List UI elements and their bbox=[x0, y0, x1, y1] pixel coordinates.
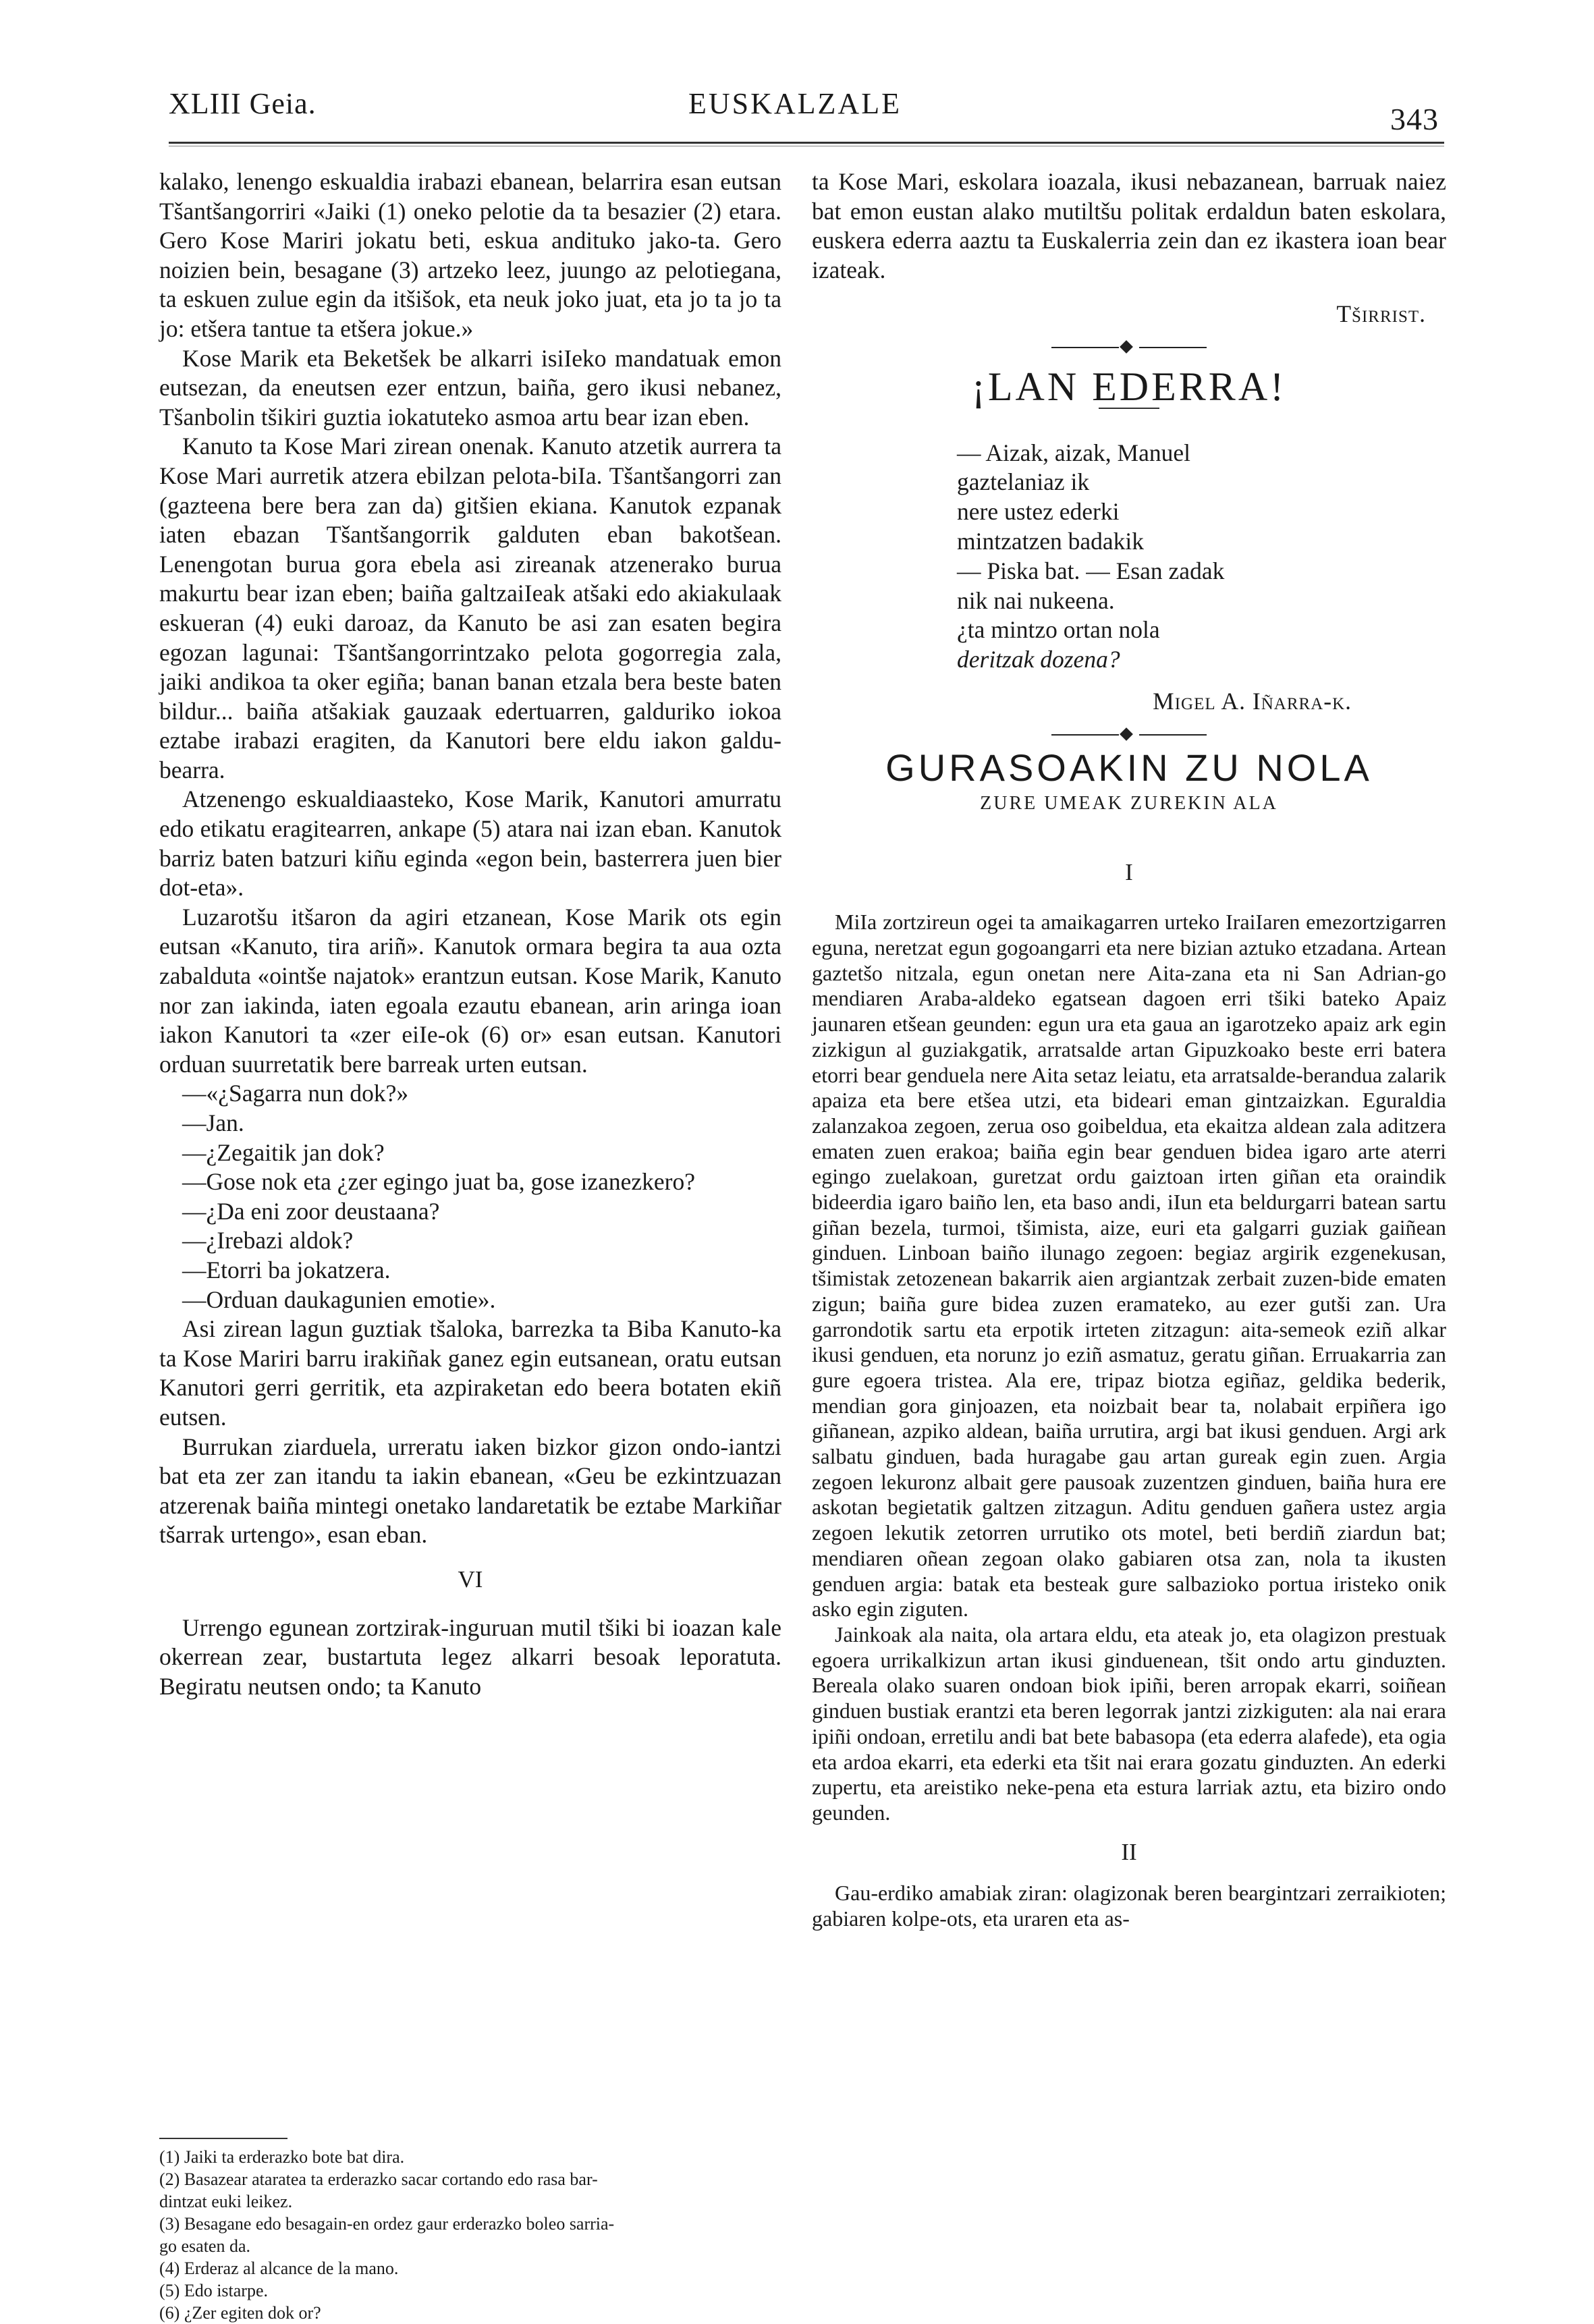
footnote: (4) Erderaz al alcance de la mano. bbox=[159, 2259, 399, 2278]
dialogue-line: —¿Zegaitik jan dok? bbox=[182, 1138, 385, 1166]
dialogue-line: —Etorri ba jokatzera. bbox=[182, 1256, 391, 1283]
poem-line: ¿ta mintzo ortan nola bbox=[957, 616, 1160, 644]
dialogue-line: —«¿Sagarra nun dok?» bbox=[182, 1080, 409, 1107]
running-header bbox=[169, 86, 1451, 134]
dialogue-line: —Jan. bbox=[182, 1109, 244, 1136]
paragraph: Jainkoak ala naita, ola artara eldu, eta ateak jo, eta olagizon prestuak egoera urrikalkizun artan ikusi ginduenean, tšit ondo artu ginduzten. Bereala olako suaren ondoan biok ipiñi, beren arropak ekarri, soiñean ginduen bustiak erantzi eta beren legorrak jantzi zizkiguten: ala nai erara ipiñi ondoan, erretilu andi bat bete babasopa (eta ederra alafede), eta ogia eta ardoa ekarri, eta ederki eta tšit nai erara gozatu ginduzten. An ederki zupertu, eta areistiko neke-pena eta estura larriak aztu, eta biziro ondo geunden. bbox=[812, 1622, 1446, 1825]
paragraph: Burrukan ziarduela, urreratu iaken bizkor gizon ondo-iantzi bat eta zer zan itandu ta iakin ebanean, «Geu be ezkintzuazan atzerenak baiña mintegi onetako landaretatik be eztabe Markiñar tšarrak urtengo», esan eban. bbox=[159, 1433, 781, 1549]
footnote-rule bbox=[159, 2138, 287, 2139]
paragraph: Kose Marik eta Beketšek be alkarri isiIeko mandatuak emon eutsezan, da eneutsen ezer entzun, baiña, gero ikusi nebanez, Tšanbolin tšikiri guztia iokatuteko asmoa artu bear izan eben. bbox=[159, 344, 781, 431]
right-column bbox=[812, 167, 1446, 1932]
paragraph: Atzenengo eskualdiaasteko, Kose Marik, Kanutori amurratu edo etikatu eragitearren, ankape (5) atara nai izan eban. Kanutok barriz baten batzuri kiñu eginda «egon bein, basterrera juen bier dot-eta». bbox=[159, 785, 781, 902]
journal-title: EUSKALZALE bbox=[688, 87, 902, 120]
dialogue-line: —¿Irebazi aldok? bbox=[182, 1227, 354, 1254]
poem-line: deritzak dozena? bbox=[957, 646, 1120, 673]
paragraph: Gau-erdiko amabiak ziran: olagizonak beren beargintzari zerraikioten; gabiaren kolpe-ots, eta uraren eta as- bbox=[812, 1881, 1446, 1931]
poem-line: mintzatzen badakik bbox=[957, 527, 1144, 555]
paragraph: ta Kose Mari, eskolara ioazala, ikusi nebazanean, barruak naiez bat emon eustan alako mutiltšu politak erdaldun baten eskolara, euskera ederra aaztu ta Euskalerria zein dan ez ikastera ioan bear izateak. bbox=[812, 168, 1446, 283]
author-signature: Migel A. Iñarra-k. bbox=[1153, 687, 1352, 715]
paragraph: kalako, lenengo eskualdia irabazi ebanean, belarrira esan eutsan Tšantšangorriri «Jaiki (1) oneko pelotie da ta besazier (2) etara. Gero Kose Mariri jokatu beti, eskua andituko jako-ta. Gero noizien bein, besagane (3) artzeko leez, juungo az pelotiegana, ta eskuen zulue egin da itšišok, eta neuk joko juat, eta jo ta jo ta jo: etšera tantue ta etšera jokue.» bbox=[159, 168, 781, 342]
footnote: (3) Besagane edo besagain-en ordez gaur erderazko boleo sarria- bbox=[159, 2214, 615, 2234]
author-signature: Tširrist. bbox=[1336, 300, 1426, 328]
paragraph: Urrengo egunean zortzirak-inguruan mutil tšiki bi ioazan kale okerrean zear, bustartuta legez alkarri besoak leporatuta. Begiratu neutsen ondo; ta Kanuto bbox=[159, 1613, 781, 1700]
page-number: 343 bbox=[1390, 102, 1439, 136]
poem-title: ¡LAN EDERRA! bbox=[971, 364, 1287, 409]
header-rule bbox=[169, 142, 1444, 144]
poem-line: — Aizak, aizak, Manuel bbox=[957, 439, 1191, 466]
poem bbox=[957, 439, 1446, 675]
poem-line: gaztelaniaz ik bbox=[957, 468, 1090, 496]
paragraph: Asi zirean lagun guztiak tšaloka, barrezka ta Biba Kanuto-ka ta Kose Mariri barru irakiñak ganez egin eutsanean, oratu eutsan Kanutori gerri gerritik, eta azpiraketan edo beera botaten ekiñ eutsen. bbox=[159, 1315, 781, 1431]
section-heading: I bbox=[1125, 858, 1133, 885]
section-heading: II bbox=[1121, 1838, 1137, 1865]
article-subtitle: ZURE UMEAK ZUREKIN ALA bbox=[980, 793, 1278, 814]
divider-ornament bbox=[1051, 729, 1207, 741]
poem-line: nik nai nukeena. bbox=[957, 586, 1115, 614]
paragraph: MiIa zortzireun ogei ta amaikagarren urteko IraiIaren emezortzigarren eguna, neretzat egun gogoangarri eta nere bizian aztuko etzadana. Artean gaztetšo nitzala, egun onetan nere Aita-zana eta ni San Adrian-go mendiaren Araba-aldeko egatsean dagoen erri tšiki bateko Apaiz jaunaren etšean geunden: egun ura eta gaua an igarotzeko apaiz ark egin zizkigun al guziakgatik, arratsalde artan Gipuzkoako beste erri batera etorri bear genduela nere Aita setaz leiatu, eta arratsalde-berandua zalarik apaiza eta bere etšea utzi, eta bideari eman gintzaizkan. Eguraldia zalanzakoa zegoen, zerua oso goibeldua, eta ekaitza aldean zala aditzera ematen zuen erakoa; baiña egin bear genduen bidea igaro arte aterri egingo zuelakoan, guretzat ordu gaiztoan irten giñan eta oraindik bideerdia igaro baiño len, eta baso andi, iIun eta beldurgarri batean sartu giñan bezela, turmoi, tšimista, aize, euri eta galgarri guziak gaiñean ginduen. Linboan baiño ilunago zegoen: begiaz argirik ezgenekusan, tšimistak zetozenean bakarrik aien argiantzak zerbait zuzen-bide ematen zigun; baiña gure bidea zuzen eramateko, au ezer gutši zan. Ura garrondotik sartu eta erpotik irteten zitzagun: aita-semeok eziñ alkar ikusi genduen, eta norunz jo eziñ asmatuz, geratu giñan. Erruakarria zan gure egoera tristea. Ala ere, tripaz biotza egiñaz, geldika bederik, mendian gora ginjoazen, eta noizbait bear ta, nolabait erpiñera igo giñanean, azpiko aldean, baiña urrutira, argi bat ikusi genduen. Argi ark salbatu ginduen, bada huragabe gau artan gureak egin zuen. Argia zegoen lekuronz albait gere pausoak zuzentzen ginduen, baiña hura ere askotan begietatik galtzen zitzagun. Aditu genduen gañera ustez argia zegoen lekutik zetorren urrutiko ots motel, beti berdiñ ziardun bat; mendiaren oñean zegoan olako gabiaren otsa zan, nola ta ikusten genduen argia: batak eta besteak gure salbazioko portua iristeko onik asko egin ziguten. bbox=[812, 910, 1446, 1622]
footnote: (5) Edo istarpe. bbox=[159, 2281, 269, 2300]
dialogue-line: —Gose nok eta ¿zer egingo juat ba, gose izanezkero? bbox=[182, 1168, 695, 1196]
poem-line: — Piska bat. — Esan zadak bbox=[957, 557, 1225, 584]
dialogue-line: —Orduan daukagunien emotie». bbox=[182, 1285, 496, 1313]
footnote: (6) ¿Zer egiten dok or? bbox=[159, 2303, 321, 2323]
left-column bbox=[159, 167, 781, 1701]
footnote: (2) Basazear ataratea ta erderazko sacar cortando edo rasa bar- bbox=[159, 2169, 598, 2189]
dialogue-line: —¿Da eni zoor deustaana? bbox=[182, 1197, 440, 1225]
poem-line: nere ustez ederki bbox=[957, 498, 1120, 526]
footnote: (1) Jaiki ta erderazko bote bat dira. bbox=[159, 2147, 405, 2167]
divider-ornament bbox=[1051, 341, 1207, 354]
article-title: GURASOAKIN ZU NOLA bbox=[885, 746, 1373, 789]
volume-label: XLIII Geia. bbox=[169, 87, 317, 120]
footnote: go esaten da. bbox=[159, 2236, 251, 2256]
paragraph: Kanuto ta Kose Mari zirean onenak. Kanuto atzetik aurrera ta Kose Mari aurretik atzera ebilzan pelota-biIa. Tšantšangorri zan (gazteena bere bera zan da) gitšien ekiana. Kanutok ezpanak iaten ebazan Tšantšangorrik galduten eban bakotšean. Lenengotan burua gora ebela asi zireanak atzenerako burua makurtu bear izan eben; baiña galtzaiIeak atšaki edo akiakulaak eskueran (4) euki daroaz, da Kanuto be asi zan esaten begira egozan lagunai: Tšantšangorrintzako pelota gogorregia zala, jaiki andikoa ta oker egiña; banan banan etzala bera beste baten bildur... baiña atšakiak gauzaak edertuarren, galduriko iokoa eztabe irabazi eragiten, da Kanutori bere eldu iakon galdu-bearra. bbox=[159, 433, 781, 783]
footnotes bbox=[159, 2146, 781, 2324]
footnote: dintzat euki leikez. bbox=[159, 2192, 293, 2211]
section-heading: VI bbox=[458, 1566, 483, 1593]
paragraph: Luzarotšu itšaron da agiri etzanean, Kose Marik ots egin eutsan «Kanuto, tira ariñ». Kanutok ormara begira ta aua ozta zabalduta «ointše najatok» erantzun eutsan. Kose Marik, Kanuto nor zan iakinda, iaten egoala ezautu ebanean, arin aringa ioan iakon Kanutori ta «zer eiIe-ok (6) or» esan eutsan. Kanutori orduan suurretatik bere barreak urten eutsan. bbox=[159, 903, 781, 1078]
